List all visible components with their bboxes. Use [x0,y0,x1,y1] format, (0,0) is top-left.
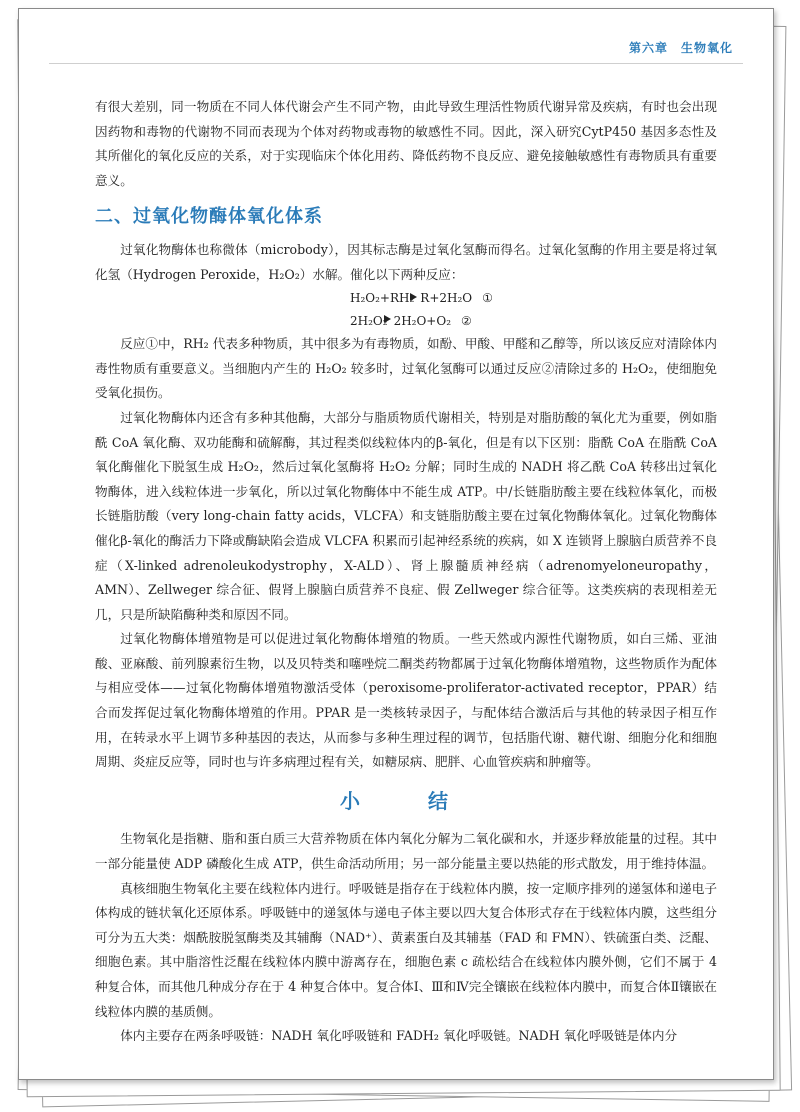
equation-2 [95,310,717,333]
paragraph: 生物氧化是指糖、脂和蛋白质三大营养物质在体内氧化分解为二氧化碳和水，并逐步释放能量的过程。其中一部分能量使 ADP 磷酸化生成 ATP，供生命活动所用；另一部分能量主要以热能的形式散发，用于维持体温。 [95,831,717,872]
equation-mark: ① [482,291,493,306]
equation-left: 2H₂O₂ [350,313,388,328]
paragraph: 体内主要存在两条呼吸链：NADH 氧化呼吸链和 FADH₂ 氧化呼吸链。NADH 氧化呼吸链是体内分 [120,1028,678,1044]
paragraph: 反应①中，RH₂ 代表多种物质，其中很多为有毒物质，如酚、甲酸、甲醛和乙醇等，所以该反应对清除体内毒性物质有重要意义。当细胞内产生的 H₂O₂ 较多时，过氧化氢酶可以通过反应②清除过多的 H₂O₂，使细胞免受氧化损伤。 [95,336,717,401]
equation-mark: ② [461,313,472,328]
paragraph: 过氧化物酶体增殖物是可以促进过氧化物酶体增殖的物质。一些天然或内源性代谢物质，如白三烯、亚油酸、亚麻酸、前列腺素衍生物，以及贝特类和噻唑烷二酮类药物都属于过氧化物酶体增殖物，这些物质作为配体与相应受体——过氧化物酶体增殖物激活受体（peroxisome-proliferator-activated receptor，PPAR）结合而发挥促过氧化物酶体增殖的作用。PPAR 是一类核转录因子，与配体结合激活后与其他的转录因子相互作用，在转录水平上调节多种基因的表达，从而参与多种生理过程的调节，包括脂代谢、糖代谢、细胞分化和细胞周期、炎症反应等，同时也与许多病理过程有关，如糖尿病、肥胖、心血管疾病和肿瘤等。 [95,631,717,770]
reaction-equations [95,287,717,332]
summary-heading: 小 结 [340,788,472,813]
section-heading: 二、过氧化物酶体氧化体系 [95,206,323,228]
equation-left: H₂O₂+RH₂ [350,291,415,306]
book-page [18,8,774,1080]
page-body [95,95,717,1049]
paragraph-continued: 有很大差别，同一物质在不同人体代谢会产生不同产物，由此导致生理活性物质代谢异常及疾病，有时也会出现因药物和毒物的代谢物不同而表现为个体对药物或毒物的敏感性不同。因此，深入研究CytP450 基因多态性及其所催化的氧化反应的关系，对于实现临床个体化用药、降低药物不良反应、避免接触敏感性有毒物质具有重要意义。 [95,99,717,188]
running-header: 第六章 生物氧化 [628,41,733,55]
paragraph: 过氧化物酶体也称微体（microbody），因其标志酶是过氧化氢酶而得名。过氧化氢酶的作用主要是将过氧化氢（Hydrogen Peroxide，H₂O₂）水解。催化以下两种反应： [95,241,717,282]
equation-right: R+2H₂O [420,291,473,306]
paragraph: 真核细胞生物氧化主要在线粒体内进行。呼吸链是指存在于线粒体内膜，按一定顺序排列的递氢体和递电子体构成的链状氧化还原体系。呼吸链中的递氢体与递电子体主要以四大复合体形式存在于线粒体内膜，这些组分可分为五大类：烟酰胺脱氢酶类及其辅酶（NAD⁺）、黄素蛋白及其辅基（FAD 和 FMN）、铁硫蛋白类、泛醌、细胞色素。其中脂溶性泛醌在线粒体内膜中游离存在，细胞色素 c 疏松结合在线粒体内膜外侧，它们不属于 4 种复合体，而其他几种成分存在于 4 种复合体中。复合体Ⅰ、Ⅲ和Ⅳ完全镶嵌在线粒体内膜中，而复合体Ⅱ镶嵌在线粒体内膜的基质侧。 [95,880,717,1019]
paragraph: 过氧化物酶体内还含有多种其他酶，大部分与脂质物质代谢相关，特别是对脂肪酸的氧化尤为重要，例如脂酰 CoA 氧化酶、双功能酶和硫解酶，其过程类似线粒体内的β-氧化，但是有以下区别：脂酰 CoA 在脂酰 CoA 氧化酶催化下脱氢生成 H₂O₂，然后过氧化氢酶将 H₂O₂ 分解；同时生成的 NADH 将乙酰 CoA 转移出过氧化物酶体，进入线粒体进一步氧化，所以过氧化物酶体中不能生成 ATP。中/长链脂肪酸主要在线粒体氧化，而极长链脂肪酸（very long-chain fatty acids，VLCFA）和支链脂肪酸主要在过氧化物酶体氧化。过氧化物酶体催化β-氧化的酶活力下降或酶缺陷会造成 VLCFA 积累而引起神经系统的疾病，如 X 连锁肾上腺脑白质营养不良症（X-linked adrenoleukodystrophy，X-ALD）、肾上腺髓质神经病（adrenomyeloneuropathy，AMN）、Zellweger 综合征、假肾上腺脑白质营养不良症、假 Zellweger 综合征等。这类疾病的表现相差无几，只是所缺陷酶种类和原因不同。 [95,409,717,622]
equation-1 [95,287,717,310]
equation-right: 2H₂O+O₂ [393,313,452,328]
header-rule [49,63,743,64]
